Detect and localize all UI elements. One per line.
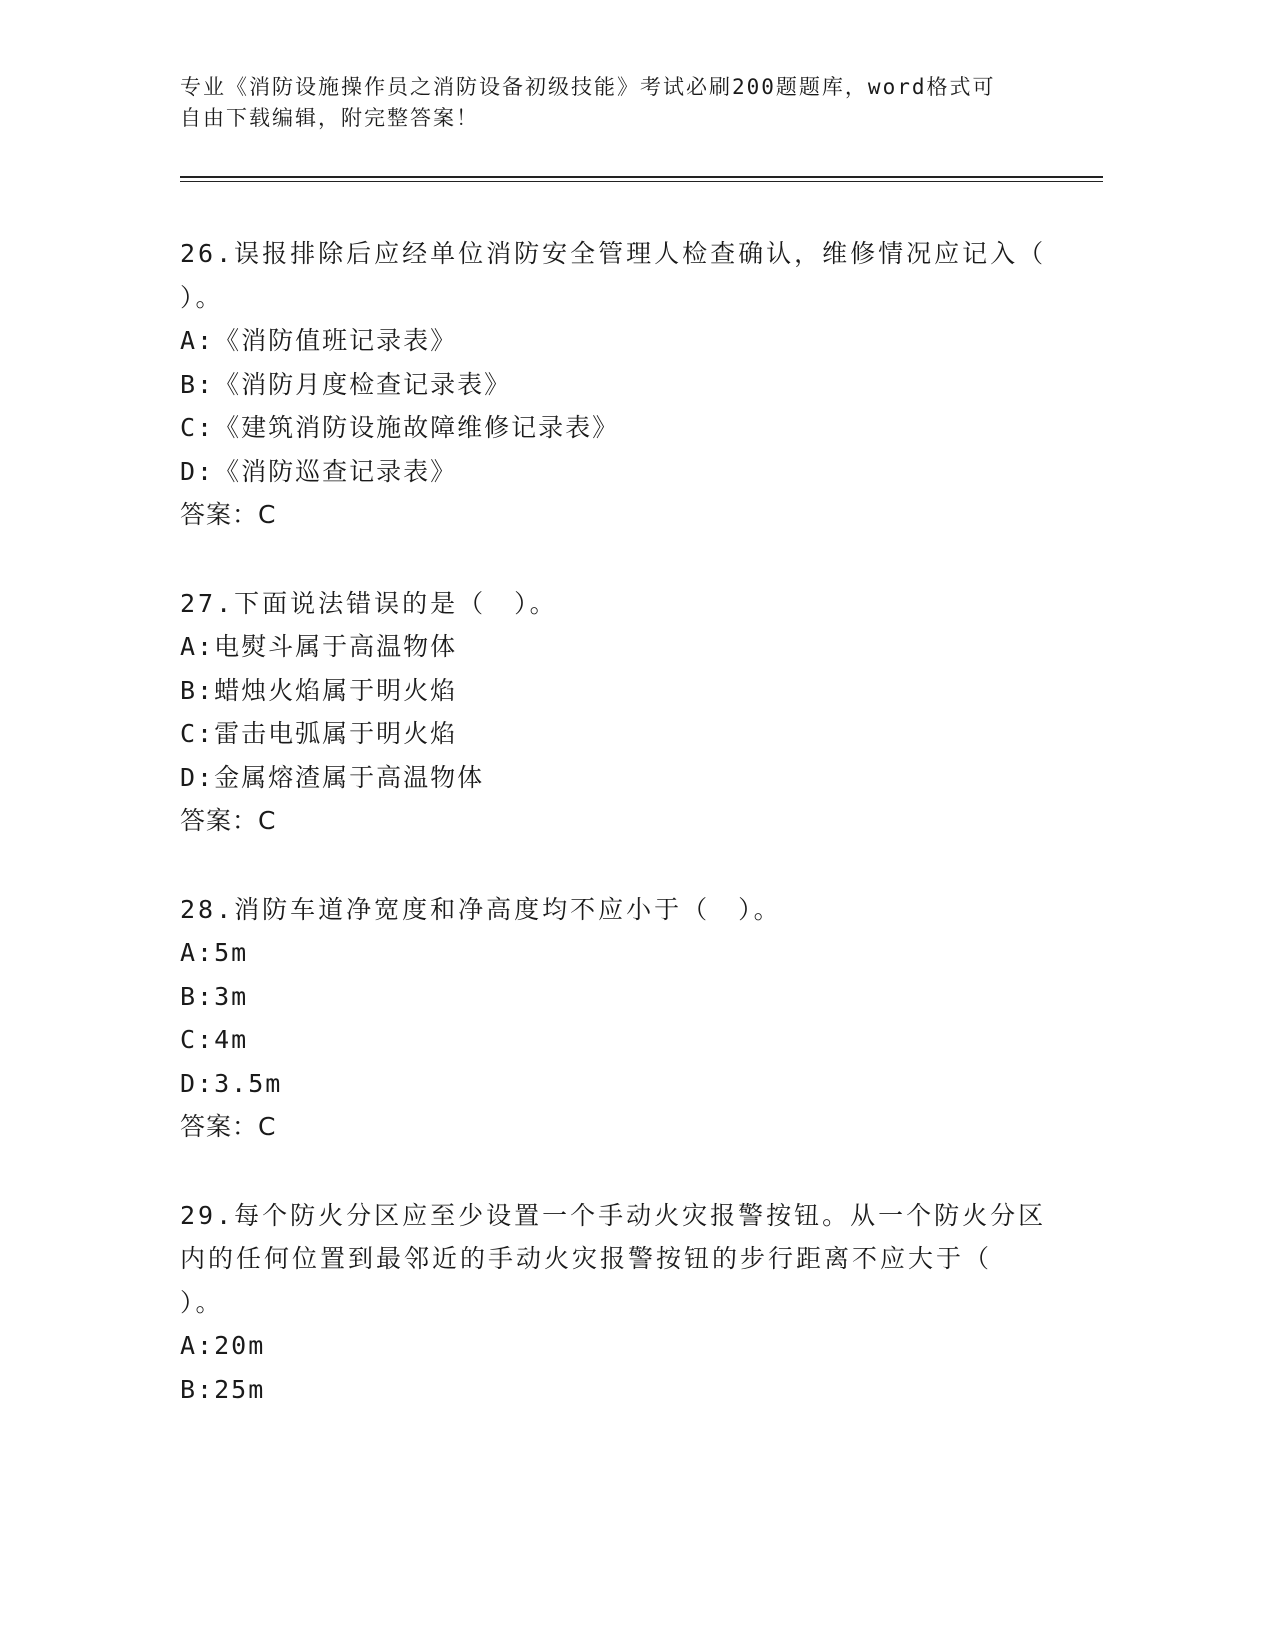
question-stem: 28.消防车道净宽度和净高度均不应小于（ ）。 [180,894,782,924]
document-header [180,72,1080,134]
question-28 [180,888,1080,1149]
question-stem: 26.误报排除后应经单位消防安全管理人检查确认，维修情况应记入（ [180,239,1047,268]
option-a: A:20m [180,1331,266,1360]
option-d: D:《消防巡查记录表》 [180,456,458,486]
answer-label: 答案：C [180,500,277,529]
header-divider-thick [180,176,1103,178]
option-b: B:《消防月度检查记录表》 [180,369,512,399]
option-d: D:3.5m [180,1068,283,1098]
option-b: B:蜡烛火焰属于明火焰 [180,675,458,705]
header-divider-thin [180,181,1103,182]
option-b: B:25m [180,1374,266,1404]
option-c: C:4m [180,1025,249,1054]
option-a: A:5m [180,938,249,967]
question-27 [180,582,1080,843]
option-b: B:3m [180,981,249,1011]
answer-label: 答案：C [180,1112,277,1141]
answer-label: 答案：C [180,806,277,835]
header-line: 专业《消防设施操作员之消防设备初级技能》考试必刷200题题库，word格式可 [180,75,996,99]
option-c: C:雷击电弧属于明火焰 [180,719,458,748]
question-list [180,232,1080,1456]
question-26 [180,232,1080,537]
header-line: 自由下载编辑，附完整答案！ [180,106,479,130]
question-stem: 内的任何位置到最邻近的手动火灾报警按钮的步行距离不应大于（ [180,1244,993,1273]
question-stem: ）。 [180,1287,224,1317]
question-stem: 27.下面说法错误的是（ ）。 [180,588,558,618]
question-29 [180,1194,1080,1412]
option-c: C:《建筑消防设施故障维修记录表》 [180,413,620,442]
option-a: A:《消防值班记录表》 [180,326,458,355]
question-stem: 29.每个防火分区应至少设置一个手动火灾报警按钮。从一个防火分区 [180,1200,1047,1230]
option-a: A:电熨斗属于高温物体 [180,632,458,661]
option-d: D:金属熔渣属于高温物体 [180,762,485,792]
question-stem: ）。 [180,282,224,312]
